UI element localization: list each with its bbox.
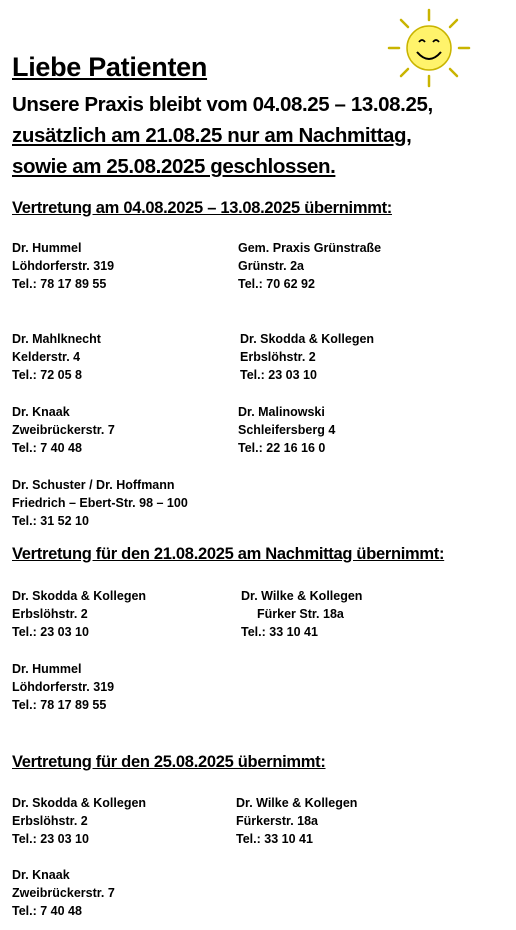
- doctor-name: Dr. Skodda & Kollegen: [12, 796, 147, 810]
- doctor-name: Dr. Skodda & Kollegen: [240, 332, 375, 346]
- doctor-phone: Tel.: 23 03 10: [12, 625, 89, 640]
- doctor-street: Friedrich – Ebert-Str. 98 – 100: [12, 496, 188, 511]
- doctor-phone: Tel.: 78 17 89 55: [12, 698, 107, 713]
- doctor-entry: [12, 794, 146, 849]
- doctor-phone: Tel.: 23 03 10: [12, 832, 89, 847]
- section-heading-1: Vertretung am 04.08.2025 – 13.08.2025 übernimmt:: [12, 199, 392, 217]
- doctor-street: Löhdorferstr. 319: [12, 680, 115, 695]
- doctor-name: Dr. Wilke & Kollegen: [236, 796, 358, 810]
- doctor-street: Zweibrückerstr. 7: [12, 886, 115, 901]
- doctor-name: Dr. Schuster / Dr. Hoffmann: [12, 478, 175, 492]
- closure-headline-line2: zusätzlich am 21.08.25 nur am Nachmittag,: [12, 124, 412, 147]
- doctor-entry: [12, 660, 114, 715]
- doctor-entry: [12, 330, 101, 385]
- doctor-street: Schleifersberg 4: [238, 423, 336, 438]
- doctor-name: Dr. Wilke & Kollegen: [241, 589, 363, 603]
- doctor-phone: Tel.: 33 10 41: [236, 832, 313, 847]
- doctor-phone: Tel.: 7 40 48: [12, 441, 82, 456]
- doctor-phone: Tel.: 78 17 89 55: [12, 277, 107, 292]
- doctor-phone: Tel.: 72 05 8: [12, 368, 82, 383]
- doctor-phone: Tel.: 31 52 10: [12, 514, 89, 529]
- doctor-street: Fürkerstr. 18a: [236, 814, 318, 829]
- doctor-street: Erbslöhstr. 2: [240, 350, 316, 365]
- doctor-entry: [12, 866, 115, 921]
- doctor-street: Erbslöhstr. 2: [12, 607, 88, 622]
- doctor-entry: [241, 587, 362, 642]
- doctor-entry: [238, 239, 381, 294]
- doctor-entry: [236, 794, 357, 849]
- doctor-street: Zweibrückerstr. 7: [12, 423, 115, 438]
- section-heading-2: Vertretung für den 21.08.2025 am Nachmittag übernimmt:: [12, 545, 445, 563]
- doctor-street: Kelderstr. 4: [12, 350, 81, 365]
- doctor-phone: Tel.: 23 03 10: [240, 368, 317, 383]
- doctor-street: Erbslöhstr. 2: [12, 814, 88, 829]
- doctor-street: Grünstr. 2a: [238, 259, 304, 274]
- section-heading-3: Vertretung für den 25.08.2025 übernimmt:: [12, 753, 326, 771]
- doctor-street: Fürker Str. 18a: [257, 607, 344, 622]
- doctor-phone: Tel.: 33 10 41: [241, 625, 318, 640]
- doctor-name: Dr. Hummel: [12, 241, 82, 255]
- doctor-name: Dr. Knaak: [12, 868, 70, 882]
- doctor-name: Gem. Praxis Grünstraße: [238, 241, 382, 255]
- doctor-name: Dr. Knaak: [12, 405, 70, 419]
- doctor-entry: [12, 476, 188, 531]
- doctor-entry: [12, 239, 114, 294]
- doctor-name: Dr. Skodda & Kollegen: [12, 589, 147, 603]
- closure-headline-line3: sowie am 25.08.2025 geschlossen.: [12, 155, 336, 178]
- smiling-sun-icon: [385, 6, 473, 90]
- doctor-name: Dr. Hummel: [12, 662, 82, 676]
- doctor-name: Dr. Malinowski: [238, 405, 325, 419]
- doctor-phone: Tel.: 70 62 92: [238, 277, 315, 292]
- doctor-entry: [12, 403, 115, 458]
- doctor-phone: Tel.: 7 40 48: [12, 904, 82, 919]
- doctor-entry: [238, 403, 335, 458]
- doctor-street: Löhdorferstr. 319: [12, 259, 115, 274]
- closure-headline-line1: Unsere Praxis bleibt vom 04.08.25 – 13.08.25,: [12, 93, 433, 116]
- doctor-phone: Tel.: 22 16 16 0: [238, 441, 326, 456]
- doctor-entry: [12, 587, 146, 642]
- doctor-name: Dr. Mahlknecht: [12, 332, 101, 346]
- page-title: Liebe Patienten: [12, 52, 208, 82]
- doctor-entry: [240, 330, 374, 385]
